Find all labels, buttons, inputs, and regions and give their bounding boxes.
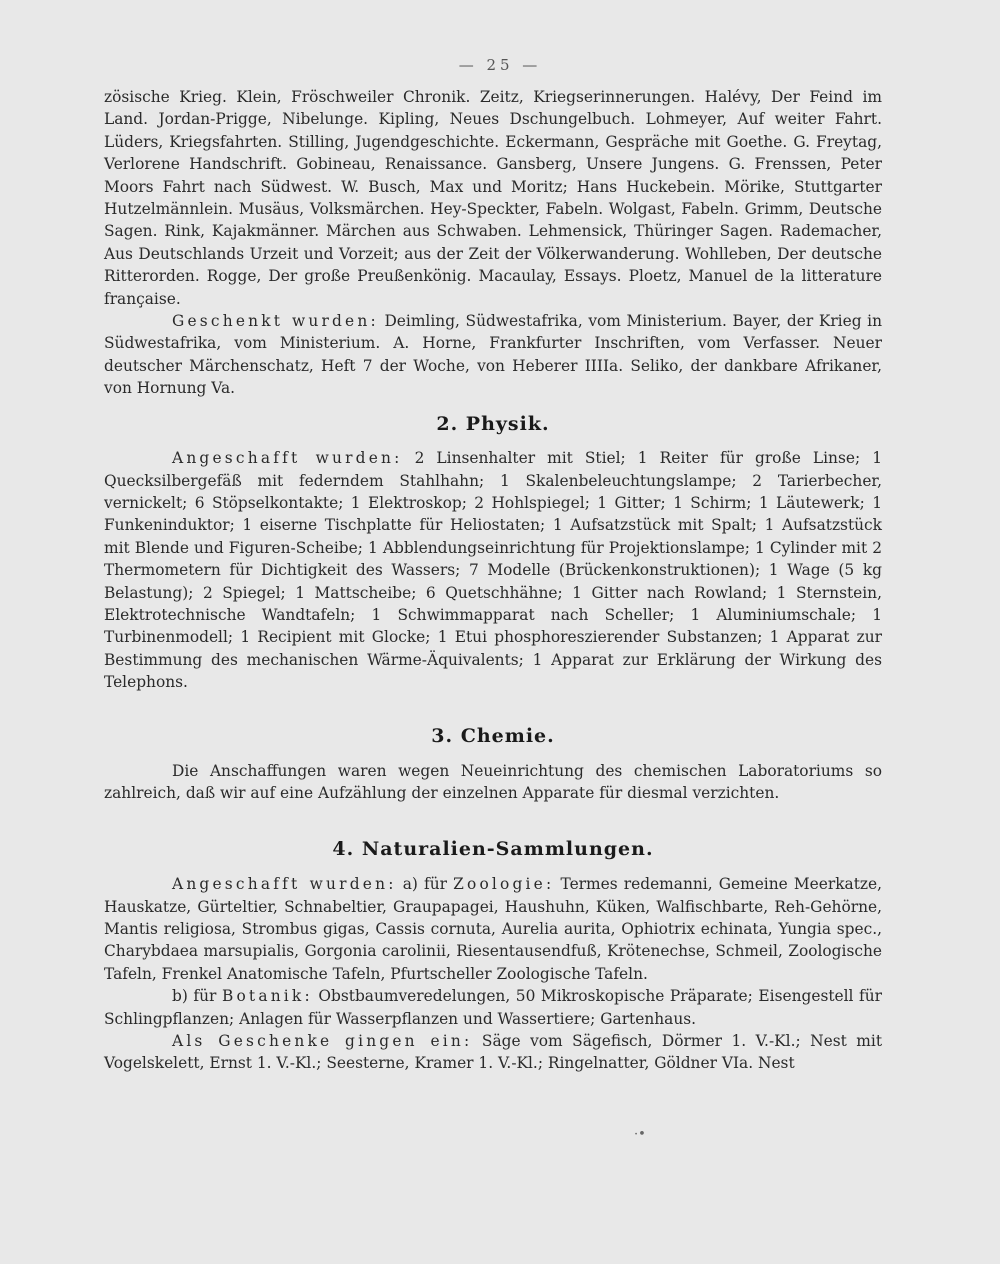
- gifts-paragraph: [104, 310, 882, 400]
- book-list-paragraph: zösische Krieg. Klein, Fröschweiler Chronik. Zeitz, Kriegserinnerungen. Halévy, Der Feind im Land. Jordan-Prigge, Nibelunge. Kipling, Neues Dschungelbuch. Lohmeyer, Auf weiter Fahrt. Lüders, Kriegsfahrten. Stilling, Jugendgeschichte. Eckermann, Gespräche mit Goethe. G. Freytag, Verlorene Handschrift. Gobineau, Renaissance. Gansberg, Unsere Jungens. G. Frenssen, Peter Moors Fahrt nach Südwest. W. Busch, Max und Moritz; Hans Huckebein. Mörike, Stuttgarter Hutzelmännlein. Musäus, Volksmärchen. Hey-Speckter, Fabeln. Wolgast, Fabeln. Grimm, Deutsche Sagen. Rink, Kajakmänner. Märchen aus Schwaben. Lehmensick, Thüringer Sagen. Rademacher, Aus Deutschlands Urzeit und Vorzeit; aus der Zeit der Völkerwanderung. Wohlleben, Der deutsche Ritterorden. Rogge, Der große Preußenkönig. Macaulay, Essays. Ploetz, Manuel de la litterature française.: [104, 88, 882, 308]
- zoologie-text: Termes redemanni, Gemeine Meerkatze, Hauskatze, Gürteltier, Schnabeltier, Graupapagei, Haushuhn, Küken, Walfischbarte, Reh-Gehörne, Mantis religiosa, Strombus gigas, Cassis cornuta, Aurelia aurita, Ophiotrix echinata, Yungia spec., Charybdaea marsupialis, Gorgonia carolinii, Riesentausendfuß, Krötenechse, Schmeil, Zoologische Tafeln, Frenkel Anatomische Tafeln, Pfurtscheller Zoologische Tafeln.: [104, 875, 882, 983]
- chemie-paragraph: Die Anschaffungen waren wegen Neueinrichtung des chemischen Laboratoriums so zahlreich, daß wir auf eine Aufzählung der einzelnen Apparate für diesmal verzichten.: [104, 761, 882, 803]
- zoologie-paragraph: [104, 873, 882, 985]
- naturalien-gifts-text: Säge vom Sägefisch, Dörmer 1. V.-Kl.; Nest mit Vogelskelett, Ernst 1. V.-Kl.; Seesterne, Kramer 1. V.-Kl.; Ringelnatter, Göldner VIa. Nest: [104, 1032, 883, 1073]
- botanik-text: Obstbaumveredelungen, 50 Mikroskopische Präparate; Eisengestell für Schlingpflanzen; Anlagen für Wasserpflanzen und Wassertiere; Gartenhaus.: [104, 987, 883, 1028]
- gifts-text: Deimling, Südwestafrika, vom Ministerium. Bayer, der Krieg in Südwestafrika, vom Ministerium. A. Horne, Frankfurter Inschriften, vom Verfasser. Neuer deutscher Märchenschatz, Heft 7 der Woche, von Heberer IIIIa. Seliko, der dankbare Afrikaner, von Hornung Va.: [104, 312, 882, 398]
- page-body: [104, 86, 882, 1075]
- gifts-lead: Geschenkt wurden:: [172, 312, 379, 331]
- naturalien-gifts-lead: Als Geschenke gingen ein:: [172, 1032, 473, 1051]
- naturalien-lead: Angeschafft wurden:: [172, 875, 397, 894]
- heading-naturalien: 4. Naturalien-Sammlungen.: [332, 837, 654, 860]
- physik-text: 2 Linsenhalter mit Stiel; 1 Reiter für große Linse; 1 Quecksilbergefäß mit federndem Stahlhahn; 1 Skalenbeleuchtungslampe; 2 Tarierbecher, vernickelt; 6 Stöpselkontakte; 1 Elektroskop; 2 Hohlspiegel; 1 Gitter; 1 Schirm; 1 Läutewerk; 1 Funkeninduktor; 1 eiserne Tischplatte für Heliostaten; 1 Aufsatzstück mit Spalt; 1 Aufsatzstück mit Blende und Figuren-Scheibe; 1 Abblendungseinrichtung für Projektionslampe; 1 Cylinder mit 2 Thermometern für Dichtigkeit des Wassers; 7 Modelle (Brückenkonstruktionen); 1 Wage (5 kg Belastung); 2 Spiegel; 1 Mattscheibe; 6 Quetschhähne; 1 Gitter nach Rowland; 1 Sternstein, Elektrotechnische Wandtafeln; 1 Schwimmapparat nach Scheller; 1 Aluminiumschale; 1 Turbinenmodell; 1 Recipient mit Glocke; 1 Etui phosphoreszierender Substanzen; 1 Apparat zur Bestimmung des mechanischen Wärme-Äquivalents; 1 Apparat zur Erklärung der Wirkung des Telephons.: [104, 449, 882, 692]
- botanik-paragraph: [104, 985, 882, 1030]
- botanik-label: Botanik:: [221, 987, 313, 1006]
- physik-paragraph: [104, 447, 882, 693]
- zoologie-prefix: a) für: [396, 875, 454, 894]
- zoologie-label: Zoologie:: [453, 875, 555, 894]
- heading-chemie: 3. Chemie.: [431, 724, 555, 747]
- stray-print-mark: ·•: [634, 1127, 646, 1142]
- naturalien-gifts-paragraph: [104, 1030, 882, 1075]
- page-number: — 25 —: [458, 56, 542, 74]
- botanik-prefix: b) für: [172, 987, 222, 1006]
- heading-physik: 2. Physik.: [436, 412, 550, 435]
- physik-lead: Angeschafft wurden:: [172, 449, 403, 468]
